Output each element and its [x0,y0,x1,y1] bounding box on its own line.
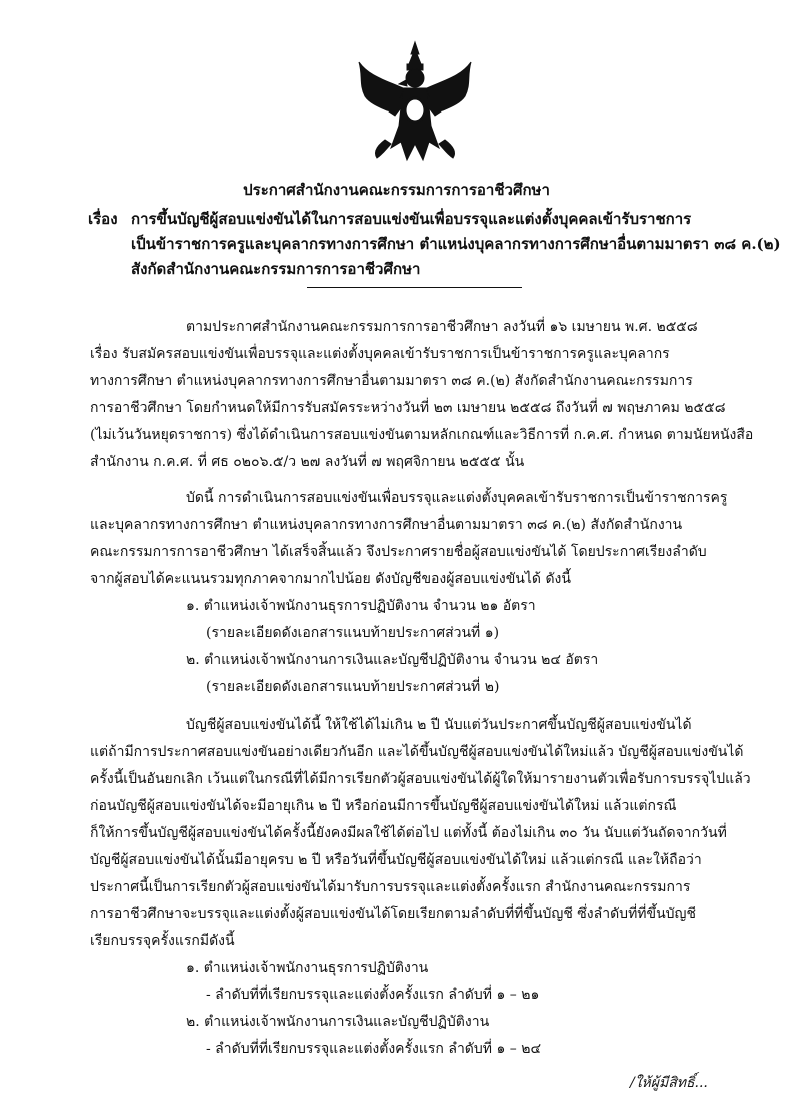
call-list-detail: - ลำดับที่ที่เรียกบรรจุและแต่งตั้งครั้งแรก ลำดับที่ ๑ – ๒๑ [206,987,540,1003]
para3-line: ก็ให้การขึ้นบัญชีผู้สอบแข่งขันได้ครั้งนี้ยังคงมีผลใช้ได้ต่อไป แต่ทั้งนี้ ต้องไม่เกิน ๓๐ วัน นับแต่วันถัดจากวันที่ [90,825,727,841]
announcement-title: ประกาศสำนักงานคณะกรรมการการอาชีวศึกษา [243,181,550,199]
para3-line: ประกาศนี้เป็นการเรียกตัวผู้สอบแข่งขันได้มารับการบรรจุและแต่งตั้งครั้งแรก สำนักงานคณะกรรมการ [90,879,691,895]
title-divider [307,287,522,288]
subject-line: เป็นข้าราชการครูและบุคลากรทางการศึกษา ตำแหน่งบุคลากรทางการศึกษาอื่นตามมาตรา ๓๘ ค.(๒) [131,235,781,253]
para2-line: และบุคลากรทางการศึกษา ตำแหน่งบุคลากรทางการศึกษาอื่นตามมาตรา ๓๘ ค.(๒) สังกัดสำนักงาน [90,517,683,533]
position-list-detail: (รายละเอียดดังเอกสารแนบท้ายประกาศส่วนที่ ๒) [206,679,500,695]
para1-line: เรื่อง รับสมัครสอบแข่งขันเพื่อบรรจุและแต่งตั้งบุคคลเข้ารับราชการเป็นข้าราชการครูและบุคลากร [90,346,670,362]
para3-line: บัญชีผู้สอบแข่งขันได้นี้ ให้ใช้ได้ไม่เกิน ๒ ปี นับแต่วันประกาศขึ้นบัญชีผู้สอบแข่งขันได้ [186,717,692,733]
call-list-item: ๑. ตำแหน่งเจ้าพนักงานธุรการปฏิบัติงาน [186,960,429,976]
subject-label: เรื่อง [88,210,118,228]
position-list-item: ๒. ตำแหน่งเจ้าพนักงานการเงินและบัญชีปฏิบัติงาน จำนวน ๒๔ อัตรา [186,652,599,668]
continue-mark: /ให้ผู้มีสิทธิ์... [630,1075,708,1091]
garuda-emblem-icon [355,40,475,165]
para1-line: (ไม่เว้นวันหยุดราชการ) ซึ่งได้ดำเนินการสอบแข่งขันตามหลักเกณฑ์และวิธีการที่ ก.ค.ศ. กำหนด ตามนัยหนังสือ [90,427,754,443]
para1-line: สำนักงาน ก.ค.ศ. ที่ ศธ ๐๒๐๖.๕/ว ๒๗ ลงวันที่ ๗ พฤศจิกายน ๒๕๕๕ นั้น [90,454,525,470]
position-list-detail: (รายละเอียดดังเอกสารแนบท้ายประกาศส่วนที่ ๑) [206,625,500,641]
para1-line: ทางการศึกษา ตำแหน่งบุคลากรทางการศึกษาอื่นตามมาตรา ๓๘ ค.(๒) สังกัดสำนักงานคณะกรรมการ [90,373,693,389]
para2-line: บัดนี้ การดำเนินการสอบแข่งขันเพื่อบรรจุและแต่งตั้งบุคคลเข้ารับราชการเป็นข้าราชการครู [186,490,728,506]
para2-line: จากผู้สอบได้คะแนนรวมทุกภาคจากมากไปน้อย ดังบัญชีของผู้สอบแข่งขันได้ ดังนี้ [90,571,571,587]
para1-line: ตามประกาศสำนักงานคณะกรรมการการอาชีวศึกษา ลงวันที่ ๑๖ เมษายน พ.ศ. ๒๕๕๘ [186,319,698,335]
para3-line: ก่อนบัญชีผู้สอบแข่งขันได้จะมีอายุเกิน ๒ ปี หรือก่อนมีการขึ้นบัญชีผู้สอบแข่งขันได้ใหม่ แล้วแต่กรณี [90,798,677,814]
call-list-item: ๒. ตำแหน่งเจ้าพนักงานการเงินและบัญชีปฏิบัติงาน [186,1014,490,1030]
position-list-item: ๑. ตำแหน่งเจ้าพนักงานธุรการปฏิบัติงาน จำนวน ๒๑ อัตรา [186,598,536,614]
para3-line: ครั้งนี้เป็นอันยกเลิก เว้นแต่ในกรณีที่ได้มีการเรียกตัวผู้สอบแข่งขันได้ผู้ใดให้มารายงานตัวเพื่อรับการบรรจุไปแล้ว [90,771,751,787]
para3-line: บัญชีผู้สอบแข่งขันได้นั้นมีอายุครบ ๒ ปี หรือวันที่ขึ้นบัญชีผู้สอบแข่งขันได้ใหม่ แล้วแต่กรณี และให้ถือว่า [90,852,702,868]
subject-line: การขึ้นบัญชีผู้สอบแข่งขันได้ในการสอบแข่งขันเพื่อบรรจุและแต่งตั้งบุคคลเข้ารับราชการ [131,210,692,228]
para1-line: การอาชีวศึกษา โดยกำหนดให้มีการรับสมัครระหว่างวันที่ ๒๓ เมษายน ๒๕๕๘ ถึงวันที่ ๗ พฤษภาคม ๒๕๕๘ [90,400,726,416]
para3-line: เรียกบรรจุครั้งแรกมีดังนี้ [90,933,235,949]
call-list-detail: - ลำดับที่ที่เรียกบรรจุและแต่งตั้งครั้งแรก ลำดับที่ ๑ – ๒๔ [206,1041,542,1057]
para3-line: การอาชีวศึกษาจะบรรจุและแต่งตั้งผู้สอบแข่งขันได้โดยเรียกตามลำดับที่ที่ขึ้นบัญชี ซึ่งลำดับที่ที่ขึ้นบัญชี [90,906,696,922]
para3-line: แต่ถ้ามีการประกาศสอบแข่งขันอย่างเดียวกันอีก และได้ขึ้นบัญชีผู้สอบแข่งขันได้ใหม่แล้ว บัญชีผู้สอบแข่งขันได้ [90,744,744,760]
subject-line: สังกัดสำนักงานคณะกรรมการการอาชีวศึกษา [131,260,421,278]
para2-line: คณะกรรมการการอาชีวศึกษา ได้เสร็จสิ้นแล้ว จึงประกาศรายชื่อผู้สอบแข่งขันได้ โดยประกาศเรียงลำดับ [90,544,707,560]
